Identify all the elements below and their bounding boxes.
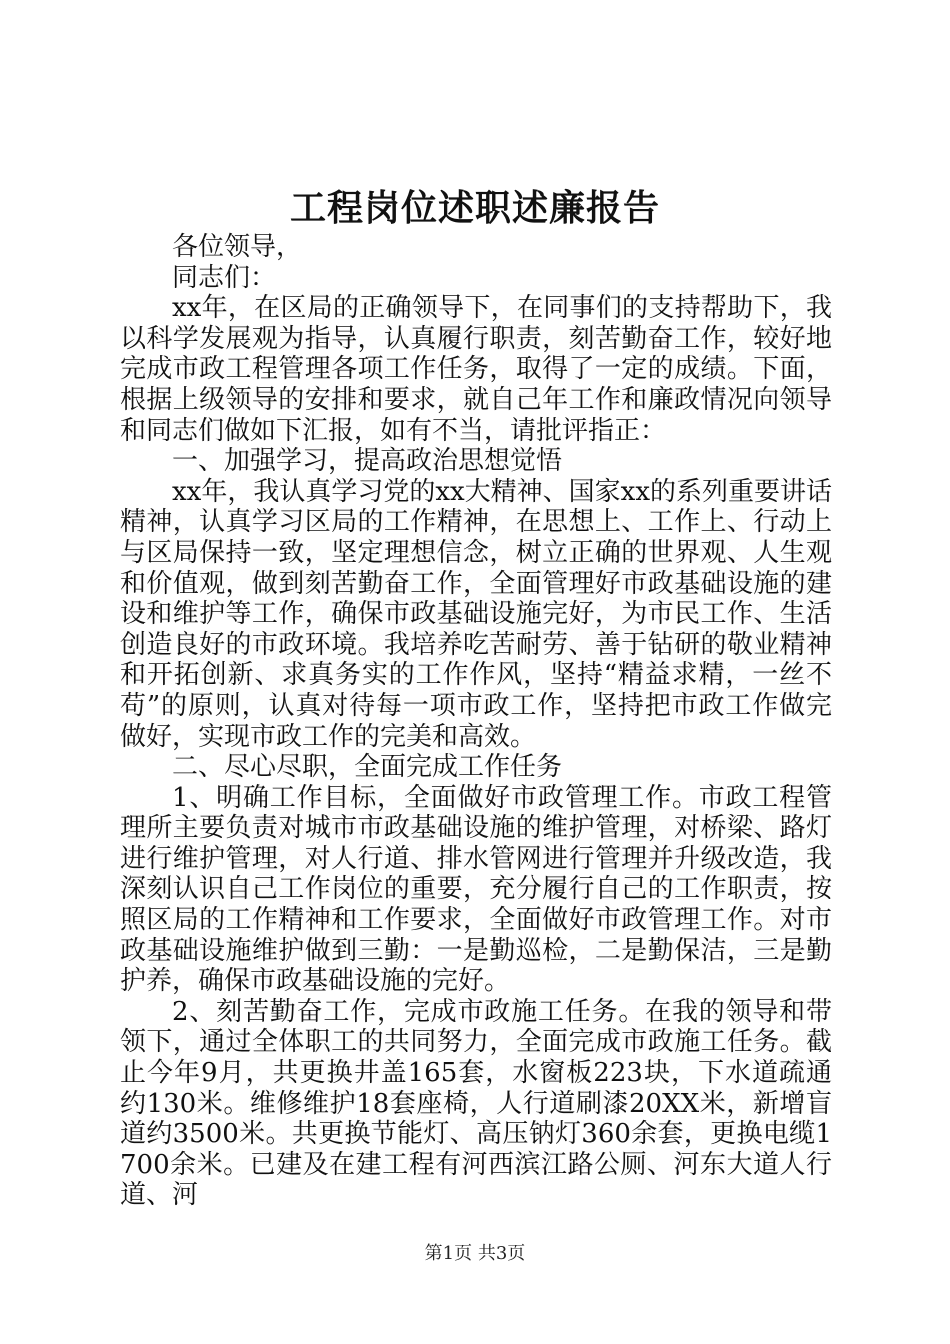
section-heading-1: 一、加强学习，提高政治思想觉悟 (172, 446, 563, 477)
page-footer: 第1页 共3页 (424, 1243, 526, 1264)
salutation-leaders: 各位领导， (172, 232, 303, 262)
intro-paragraph: xx年，在区局的正确领导下，在同事们的支持帮助下，我以科学发展观为指导，认真履行职责，刻苦勤奋工作，较好地完成市政工程管理各项工作任务，取得了一定的成绩。下面，根据上级领导的安排和要求，就自己年工作和廉政情况向领导和同志们做如下汇报，如有不当，请批评指正： (120, 293, 832, 446)
document-body (120, 232, 832, 1211)
section-1-paragraph: xx年，我认真学习党的xx大精神、国家xx的系列重要讲话精神，认真学习区局的工作精神，在思想上、工作上、行动上与区局保持一致，坚定理想信念，树立正确的世界观、人生观和价值观，做到刻苦勤奋工作，全面管理好市政基础设施的建设和维护等工作，确保市政基础设施完好，为市民工作、生活创造良好的市政环境。我培养吃苦耐劳、善于钻研的敬业精神和开拓创新、求真务实的工作作风，坚持“精益求精，一丝不苟”的原则，认真对待每一项市政工作，坚持把市政工作做完做好，实现市政工作的完美和高效。 (120, 476, 832, 752)
section-2-item-2: 2、刻苦勤奋工作，完成市政施工任务。在我的领导和带领下，通过全体职工的共同努力，全面完成市政施工任务。截止今年9月，共更换井盖165套，水窗板223块，下水道疏通约130米。维修维护18套座椅，人行道刷漆20XX米，新增盲道约3500米。共更换节能灯、高压钠灯360余套，更换电缆1700余米。已建及在建工程有河西滨江路公厕、河东大道人行道、河 (120, 996, 832, 1211)
document-title: 工程岗位述职述廉报告 (289, 187, 660, 229)
section-2-item-1: 1、明确工作目标，全面做好市政管理工作。市政工程管理所主要负责对城市市政基础设施的维护管理，对桥梁、路灯进行维护管理，对人行道、排水管网进行管理并升级改造，我深刻认识自己工作岗位的重要，充分履行自己的工作职责，按照区局的工作精神和工作要求，全面做好市政管理工作。对市政基础设施维护做到三勤：一是勤巡检，二是勤保洁，三是勤护养，确保市政基础设施的完好。 (120, 782, 832, 997)
salutation-comrades: 同志们： (172, 262, 277, 293)
section-heading-2: 二、尽心尽职，全面完成工作任务 (172, 752, 563, 783)
